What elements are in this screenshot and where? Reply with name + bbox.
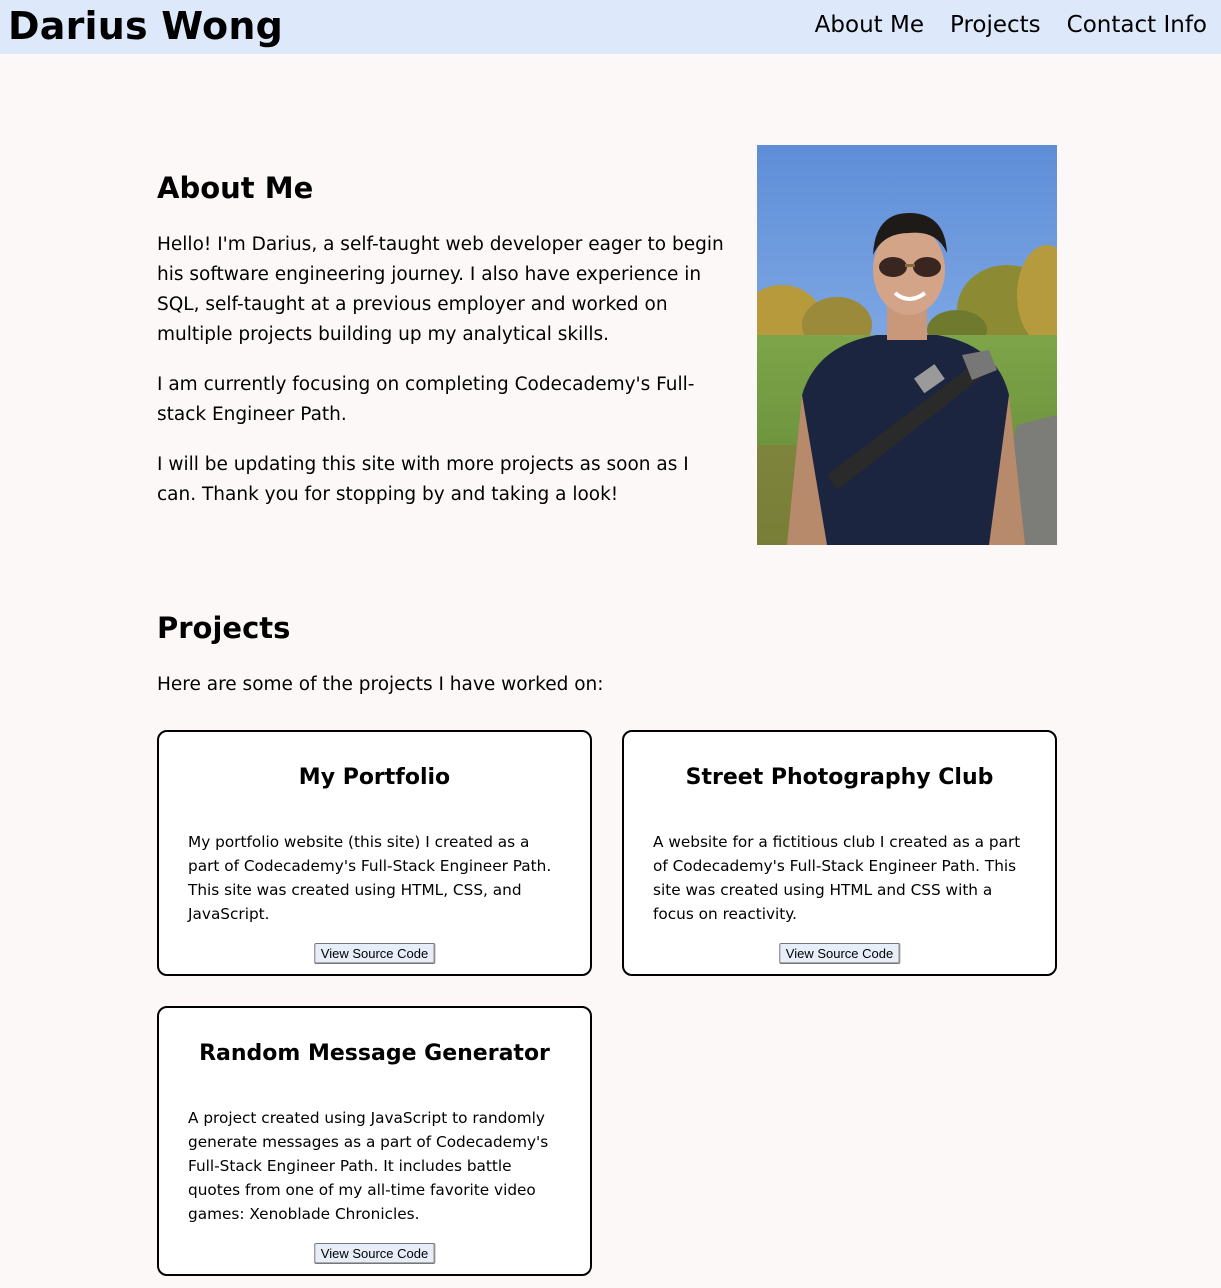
project-card-random-message-generator [157, 1006, 592, 1276]
nav-link-about-me[interactable]: About Me [814, 12, 924, 38]
about-paragraph: I am currently focusing on completing Codecademy's Full-stack Engineer Path. [157, 374, 695, 425]
project-card-street-photography-club [622, 730, 1057, 976]
project-card-my-portfolio [157, 730, 592, 976]
project-title: Street Photography Club [685, 765, 994, 790]
about-heading: About Me [157, 171, 314, 205]
site-title[interactable]: Darius Wong [8, 4, 283, 48]
nav-link-projects[interactable]: Projects [949, 12, 1041, 38]
about-paragraph: Hello! I'm Darius, a self-taught web developer eager to begin his software engineering journey. I also have experience in SQL, self-taught at a previous employer and worked on multiple projects building up my analytical skills. [157, 234, 724, 345]
view-source-code-button[interactable]: View Source Code [314, 1243, 435, 1264]
nav-link-contact-info[interactable]: Contact Info [1066, 12, 1207, 38]
profile-photo [757, 145, 1057, 545]
projects-intro: Here are some of the projects I have worked on: [157, 674, 604, 695]
top-header [0, 0, 1221, 54]
project-description: A website for a fictitious club I created as a part of Codecademy's Full-Stack Engineer Path. This site was created using HTML and CSS with a focus on reactivity. [653, 833, 1021, 923]
project-title: Random Message Generator [199, 1041, 550, 1066]
projects-heading: Projects [157, 611, 291, 645]
view-source-code-button[interactable]: View Source Code [779, 943, 900, 964]
project-description: A project created using JavaScript to randomly generate messages as a part of Codecademy's Full-Stack Engineer Path. It includes battle quotes from one of my all-time favorite video games: Xenoblade Chronicles. [188, 1109, 549, 1223]
project-description: My portfolio website (this site) I created as a part of Codecademy's Full-Stack Engineer Path. This site was created using HTML, CSS, and JavaScript. [188, 833, 552, 923]
about-paragraph: I will be updating this site with more projects as soon as I can. Thank you for stopping by and taking a look! [157, 454, 689, 505]
main-nav [815, 10, 1207, 40]
view-source-code-button[interactable]: View Source Code [314, 943, 435, 964]
project-title: My Portfolio [298, 765, 451, 790]
about-text [157, 230, 727, 530]
